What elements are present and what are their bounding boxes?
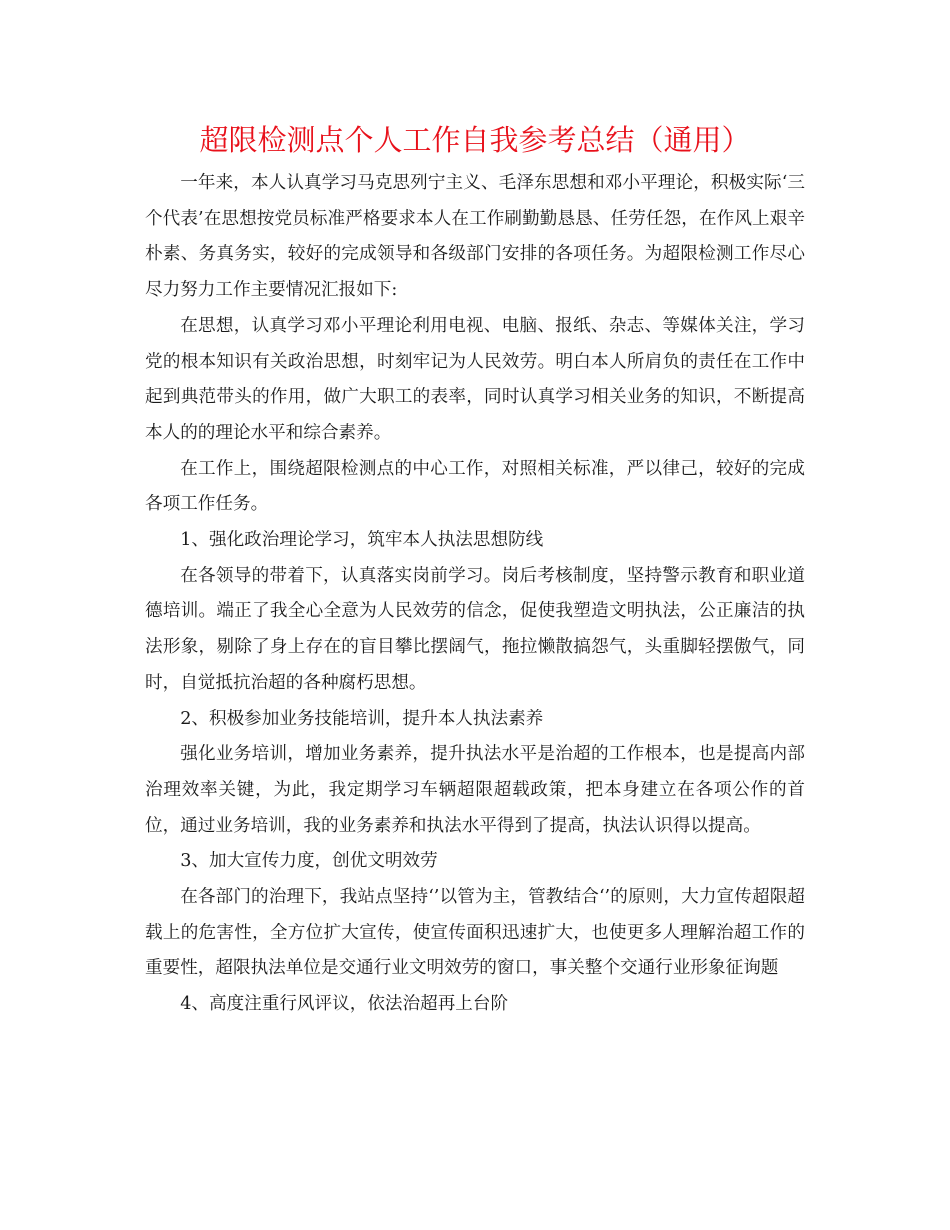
paragraph-section-2: 强化业务培训，增加业务素养，提升执法水平是治超的工作根本，也是提高内部治理效率关键，为此，我定期学习车辆超限超载政策，把本身建立在各项公作的首位，通过业务培训，我的业务素养和执法水平得到了提高，执法认识得以提高。 xyxy=(145,744,805,836)
paragraph-work: 在工作上，围绕超限检测点的中心工作，对照相关标准，严以律己，较好的完成各项工作任务。 xyxy=(145,458,805,515)
document-title: 超限检测点个人工作自我参考总结（通用） xyxy=(199,123,751,157)
section-heading-3: 3、加大宣传力度，创优文明效劳 xyxy=(180,851,438,872)
section-heading-4: 4、高度注重行风评议，依法治超再上台阶 xyxy=(180,994,509,1015)
section-heading-1: 1、强化政治理论学习，筑牢本人执法思想防线 xyxy=(180,530,544,551)
paragraph-intro: 一年来，本人认真学习马克思列宁主义、毛泽东思想和邓小平理论，积极实际‘三个代表’在思想按党员标准严格要求本人在工作刷勤勤恳恳、任劳任怨，在作风上艰辛朴素、务真务实，较好的完成领导和各级部门安排的各项任务。为超限检测工作尽心尽力努力工作主要情况汇报如下: xyxy=(145,173,805,301)
paragraph-section-3: 在各部门的治理下，我站点坚持‘’以管为主，管教结合‘’的原则，大力宣传超限超载上的危害性，全方位扩大宣传，使宣传面积迅速扩大，也使更多人理解治超工作的重要性，超限执法单位是交通行业文明效劳的窗口，事关整个交通行业形象征询题 xyxy=(145,887,805,979)
section-heading-2: 2、积极参加业务技能培训，提升本人执法素养 xyxy=(180,708,544,729)
paragraph-section-1: 在各领导的带着下，认真落实岗前学习。岗后考核制度，坚持警示教育和职业道德培训。端正了我全心全意为人民效劳的信念，促使我塑造文明执法，公正廉洁的执法形象，剔除了身上存在的盲目攀比摆阔气，拖拉懒散搞怨气，头重脚轻摆傲气，同时，自觉抵抗治超的各种腐朽思想。 xyxy=(145,565,805,693)
paragraph-thought: 在思想，认真学习邓小平理论利用电视、电脑、报纸、杂志、等媒体关注，学习党的根本知识有关政治思想，时刻牢记为人民效劳。明白本人所肩负的责任在工作中起到典范带头的作用，做广大职工的表率，同时认真学习相关业务的知识，不断提高本人的的理论水平和综合素养。 xyxy=(145,315,805,443)
document-body xyxy=(145,166,805,1023)
